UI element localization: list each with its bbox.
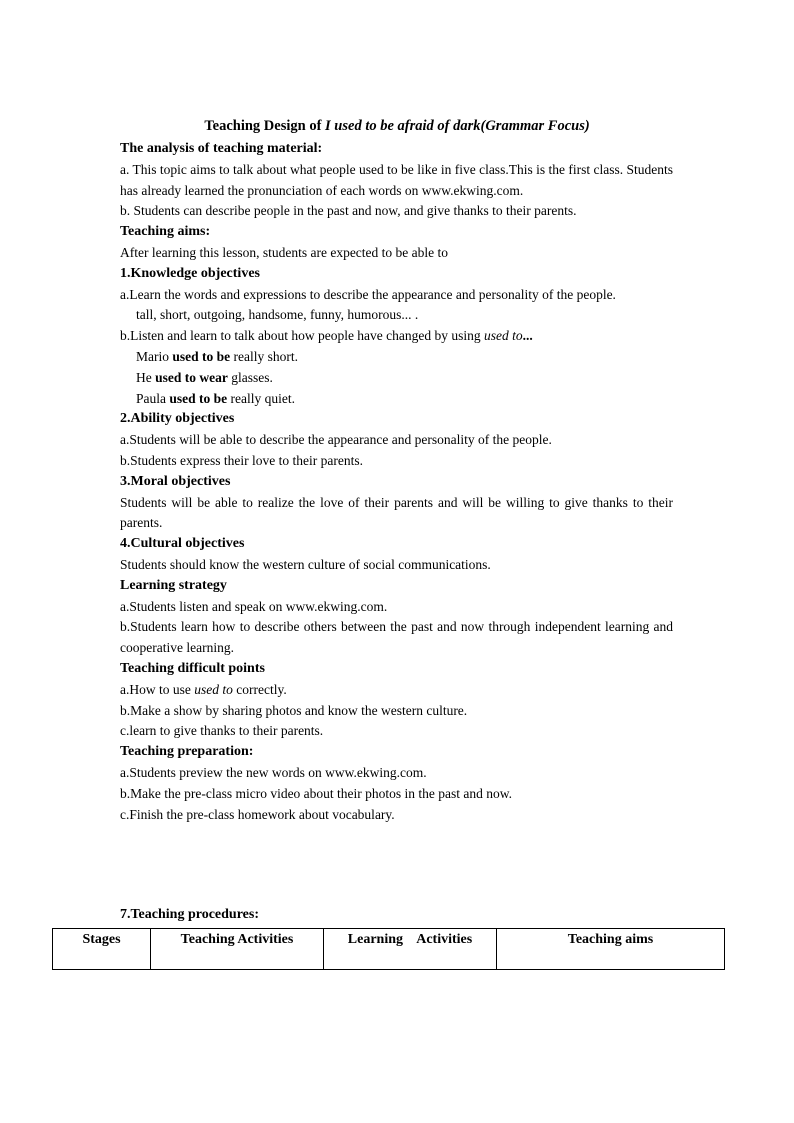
aims-intro: After learning this lesson, students are expected to be able to bbox=[120, 244, 449, 260]
analysis-heading: The analysis of teaching material: bbox=[120, 141, 323, 156]
col-learning-activities: Learning Activities bbox=[324, 929, 497, 970]
moral-heading: 3.Moral objectives bbox=[120, 473, 231, 489]
title-lesson-name: I used to be afraid of dark(Grammar Focus) bbox=[325, 118, 590, 134]
knowledge-examples: tall, short, outgoing, handsome, funny, humorous... . bbox=[136, 307, 419, 323]
strategy-point-a: a.Students listen and speak on www.ekwing.com. bbox=[120, 598, 388, 614]
s1-post: really short. bbox=[230, 348, 298, 364]
knowledge-b-italic: used to bbox=[484, 328, 523, 344]
preparation-heading: Teaching preparation: bbox=[120, 744, 254, 760]
knowledge-b-ellipsis: ... bbox=[522, 328, 533, 344]
preparation-point-c: c.Finish the pre-class homework about vocabulary. bbox=[120, 806, 395, 822]
knowledge-heading: 1.Knowledge objectives bbox=[120, 265, 260, 281]
knowledge-point-b bbox=[120, 326, 673, 347]
s2-bold: used to wear bbox=[155, 369, 228, 385]
ability-point-a: a.Students will be able to describe the appearance and personality of the people. bbox=[120, 432, 552, 448]
knowledge-point-a: a.Learn the words and expressions to describe the appearance and personality of the people. bbox=[120, 286, 616, 302]
s2-post: glasses. bbox=[227, 369, 273, 385]
preparation-point-a: a.Students preview the new words on www.ekwing.com. bbox=[120, 764, 427, 780]
cultural-text: Students should know the western culture of social communications. bbox=[120, 556, 491, 572]
aims-heading: Teaching aims: bbox=[120, 224, 211, 240]
ability-point-b: b.Students express their love to their parents. bbox=[120, 452, 363, 468]
analysis-point-b: b. Students can describe people in the past and now, and give thanks to their parents. bbox=[120, 203, 577, 219]
col-stages: Stages bbox=[53, 929, 151, 970]
analysis-point-a: a. This topic aims to talk about what people used to be like in five class.This is the first class. Students has already learned the pronunciation of each words on www.ekwing.com. bbox=[120, 161, 673, 198]
document-title bbox=[120, 118, 674, 135]
moral-text: Students will be able to realize the love of their parents and will be willing to give thanks to their parents. bbox=[120, 494, 673, 531]
table-header-row bbox=[53, 929, 725, 970]
s3-post: really quiet. bbox=[227, 390, 295, 406]
difficult-point-a bbox=[120, 680, 673, 701]
difficult-point-c: c.learn to give thanks to their parents. bbox=[120, 723, 324, 739]
strategy-heading: Learning strategy bbox=[120, 577, 227, 593]
example-sentence-2 bbox=[120, 368, 673, 389]
difficult-a-italic: used to bbox=[194, 681, 233, 697]
col-teaching-activities: Teaching Activities bbox=[151, 929, 324, 970]
difficult-point-b: b.Make a show by sharing photos and know the western culture. bbox=[120, 702, 468, 718]
s2-pre: He bbox=[136, 369, 156, 385]
knowledge-b-text: b.Listen and learn to talk about how people have changed by using bbox=[120, 328, 485, 344]
difficult-a-text: a.How to use bbox=[120, 681, 195, 697]
example-sentence-1 bbox=[120, 347, 673, 368]
procedures-heading: 7.Teaching procedures: bbox=[120, 907, 259, 922]
ability-heading: 2.Ability objectives bbox=[120, 411, 235, 427]
cultural-heading: 4.Cultural objectives bbox=[120, 536, 245, 552]
col-teaching-aims: Teaching aims bbox=[497, 929, 725, 970]
procedures-table bbox=[52, 928, 725, 970]
title-prefix: Teaching Design of bbox=[204, 118, 326, 134]
s1-pre: Mario bbox=[136, 348, 173, 364]
difficult-heading: Teaching difficult points bbox=[120, 660, 265, 676]
strategy-point-b: b.Students learn how to describe others between the past and now through independent learning and cooperative learning. bbox=[120, 619, 673, 656]
document-body bbox=[120, 139, 673, 825]
s1-bold: used to be bbox=[172, 348, 231, 364]
s3-pre: Paula bbox=[136, 390, 170, 406]
example-sentence-3 bbox=[120, 389, 673, 410]
preparation-point-b: b.Make the pre-class micro video about their photos in the past and now. bbox=[120, 785, 513, 801]
difficult-a-suffix: correctly. bbox=[232, 681, 287, 697]
s3-bold: used to be bbox=[169, 390, 228, 406]
